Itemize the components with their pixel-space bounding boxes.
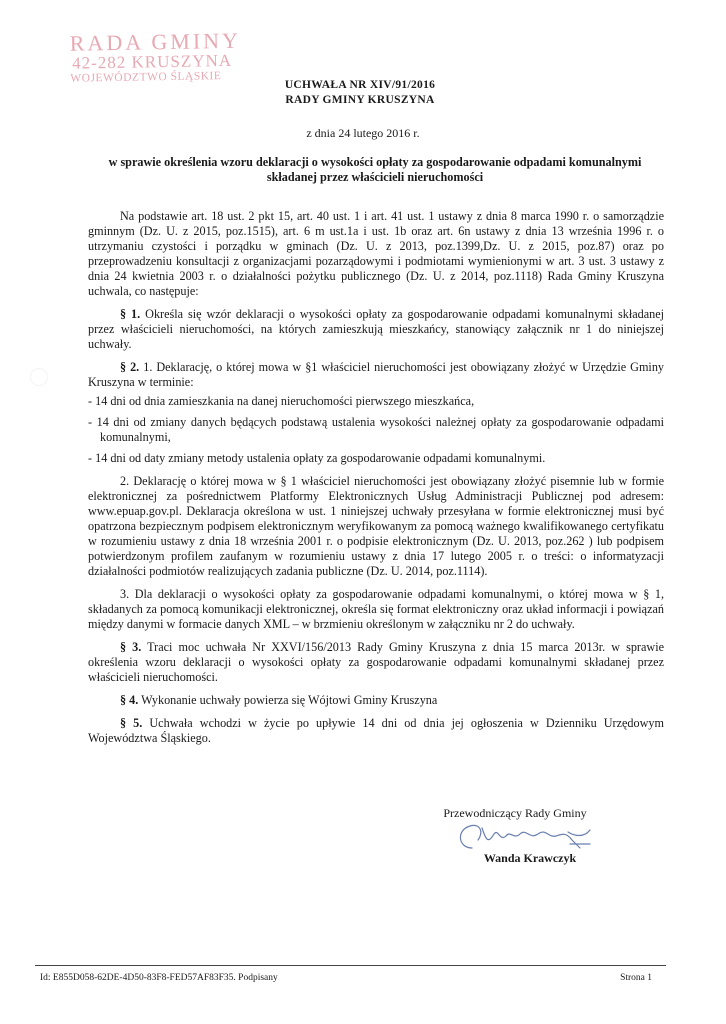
paragraph-4 (88, 693, 664, 708)
paragraph-4-text: Wykonanie uchwały powierza się Wójtowi Gminy Kruszyna (138, 693, 438, 707)
stamp-line-3: WOJEWÓDZTWO ŚLĄSKIE (70, 70, 222, 85)
paragraph-2-section-3: 3. Dla deklaracji o wysokości opłaty za gospodarowanie odpadami komunalnymi, o której mowa w § 1, składanych za pomocą komunikacji elektronicznej, określa się format elektroniczny oraz układ informacji i powiązań między danymi w formacie danych XML – w brzmieniu określonym w załączniku nr 2 do uchwały. (88, 587, 664, 631)
paragraph-1 (88, 307, 664, 352)
document-date: z dnia 24 lutego 2016 r. (306, 126, 420, 140)
paragraph-3 (88, 640, 664, 685)
paragraph-2-text: 1. Deklarację, o której mowa w §1 właściciel nieruchomości jest obowiązany złożyć w Urzędzie Gminy Kruszyna w terminie: (88, 360, 665, 389)
deadline-item-3: - 14 dni od daty zmiany metody ustalenia opłaty za gospodarowanie odpadami komunalnymi. (88, 451, 546, 465)
document-subject: w sprawie określenia wzoru deklaracji o wysokości opłaty za gospodarowanie odpadami komunalnymi składanej przez właścicieli nieruchomości (108, 155, 642, 184)
signatory-role: Przewodniczący Rady Gminy (443, 806, 587, 820)
punch-hole-mark (30, 368, 48, 386)
deadline-item-2: - 14 dni od zmiany danych będących podstawą ustalenia wysokości należnej opłaty za gospodarowanie odpadami komunalnymi, (88, 415, 664, 444)
document-body (88, 209, 664, 754)
official-stamp (70, 28, 271, 84)
paragraph-2-section-2: 2. Deklarację o której mowa w § 1 właściciel nieruchomości jest obowiązany złożyć pisemnie lub w formie elektronicznej za pośrednictwem Platformy Elektronicznych Usług Administracji Publicznej pod adresem: www.epuap.gov.pl. Deklaracja określona w ust. 1 niniejszej uchwały przesyłana w formie elektronicznej musi być opatrzona bezpiecznym podpisem elektronicznym weryfikowanym za pomocą ważnego kwalifikowanego certyfikatu w rozumieniu ustawy z dnia 18 września 2001 r. o podpisie elektronicznym (Dz. U. 2013, poz.262 ) lub podpisem potwierdzonym profilem zaufanym w rozumieniu ustawy z dnia 17 lutego 2005 r. o treści: o informatyzacji działalności podmiotów realizujących zadania publiczne (Dz. U. 2014, poz.1114). (88, 474, 664, 578)
stamp-line-2: 42-282 KRUSZYNA (71, 51, 233, 73)
signatory-name: Wanda Krawczyk (483, 851, 577, 865)
footer-divider (35, 965, 666, 966)
paragraph-1-text: Określa się wzór deklaracji o wysokości opłaty za gospodarowanie odpadami komunalnymi składanej przez właścicieli nieruchomości, na których zamieszkują mieszkańcy, stanowiący załącznik nr 1 do niniejszej uchwały. (88, 307, 665, 351)
page-number: Strona 1 (620, 973, 652, 983)
paragraph-5-text: Uchwała wchodzi w życie po upływie 14 dni od dnia jej ogłoszenia w Dzienniku Urzędowym Województwa Śląskiego. (88, 716, 664, 745)
paragraph-3-text: Traci moc uchwała Nr XXVI/156/2013 Rady Gminy Kruszyna z dnia 15 marca 2013r. w sprawie określenia wzoru deklaracji o wysokości opłaty za gospodarowanie odpadami komunalnymi składanej przez właścicieli nieruchomości. (88, 640, 664, 684)
paragraph-5-number: § 5. (120, 716, 143, 730)
title-line-2: RADY GMINY KRUSZYNA (285, 94, 435, 106)
signature-block (420, 806, 610, 865)
paragraph-1-number: § 1. (120, 307, 141, 321)
paragraph-2-number: § 2. (120, 360, 140, 374)
document-id: Id: E855D058-62DE-4D50-83F8-FED57AF83F35. Podpisany (40, 973, 278, 983)
title-line-1: UCHWAŁA NR XIV/91/2016 (284, 79, 436, 91)
paragraph-5 (88, 716, 664, 746)
paragraph-4-number: § 4. (120, 693, 139, 707)
stamp-line-1: RADA GMINY (69, 27, 242, 56)
handwritten-signature-icon (450, 818, 600, 854)
paragraph-2 (88, 360, 664, 390)
paragraph-3-number: § 3. (120, 640, 142, 654)
document-title (250, 78, 470, 108)
deadline-item-1: - 14 dni od dnia zamieszkania na danej nieruchomości pierwszego mieszkańca, (88, 394, 475, 408)
preamble: Na podstawie art. 18 ust. 2 pkt 15, art. 40 ust. 1 i art. 41 ust. 1 ustawy z dnia 8 marca 1990 r. o samorządzie gminnym (Dz. U. z 2015, poz.1515), art. 6 m ust.1a i ust. 1b oraz art. 6n ustawy z dnia 13 września 1996 r. o utrzymaniu czystości i porządku w gminach (Dz. U. z 2013, poz.1399,Dz. U. z 2015, poz.87) oraz po przeprowadzeniu konsultacji z organizacjami pozarządowymi i podmiotami wymienionymi w art. 3 ust. 3 ustawy z dnia 24 kwietnia 2003 r. o działalności pożytku publicznego (Dz. U. z 2014, poz.1118) Rada Gminy Kruszyna uchwala, co następuje: (88, 209, 664, 298)
